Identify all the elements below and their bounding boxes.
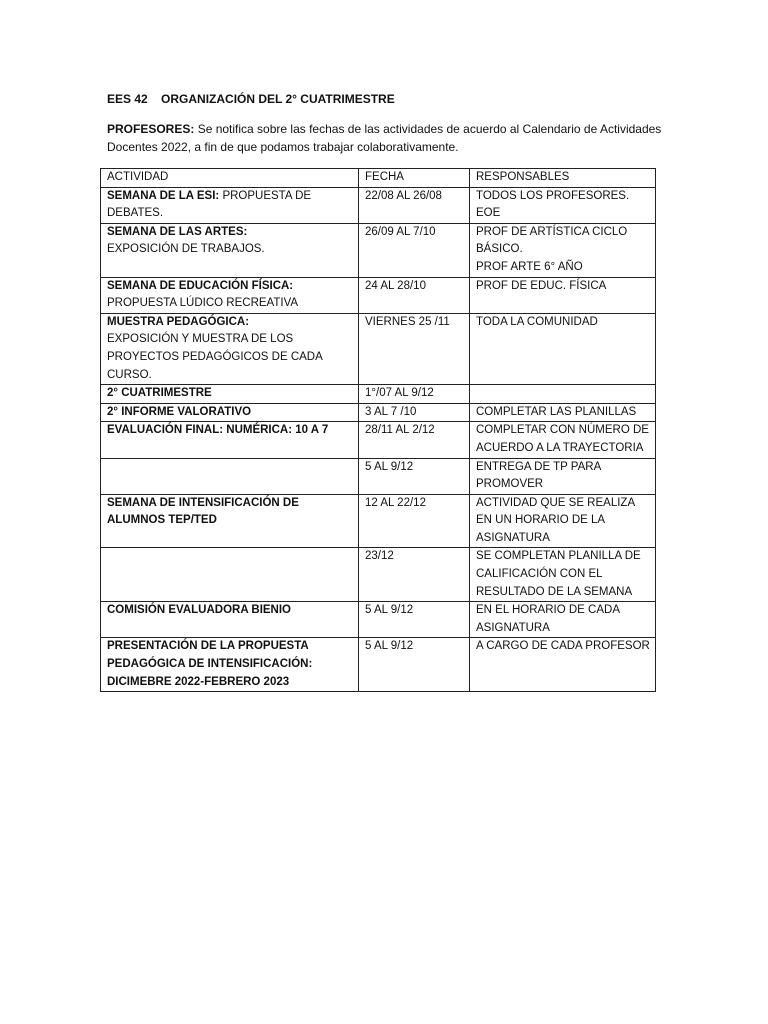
cell-actividad xyxy=(101,277,359,313)
cell-responsables: PROF DE EDUC. FÍSICA xyxy=(470,277,656,313)
responsible-line: PROF DE ARTÍSTICA CICLO BÁSICO. xyxy=(476,225,628,256)
table-row xyxy=(101,313,656,384)
cell-actividad: COMISIÓN EVALUADORA BIENIO xyxy=(101,602,359,638)
cell-responsables xyxy=(470,223,656,277)
activity-detail: EXPOSICIÓN DE TRABAJOS. xyxy=(107,243,265,256)
cell-actividad xyxy=(101,223,359,277)
cell-fecha: 3 AL 7 /10 xyxy=(359,403,470,422)
cell-responsables: ENTREGA DE TP PARA PROMOVER xyxy=(470,458,656,494)
cell-actividad xyxy=(101,187,359,223)
table-row xyxy=(101,458,656,494)
cell-fecha: 28/11 AL 2/12 xyxy=(359,422,470,458)
cell-fecha: 5 AL 9/12 xyxy=(359,458,470,494)
cell-responsables: SE COMPLETAN PLANILLA DE CALIFICACIÓN CON EL RESULTADO DE LA SEMANA xyxy=(470,548,656,602)
table-row xyxy=(101,494,656,548)
cell-fecha: VIERNES 25 /11 xyxy=(359,313,470,384)
table-row xyxy=(101,277,656,313)
intro-lead: PROFESORES: xyxy=(107,122,195,136)
cell-actividad xyxy=(101,422,359,458)
cell-actividad xyxy=(101,313,359,384)
table-row xyxy=(101,602,656,638)
table-row xyxy=(101,548,656,602)
cell-responsables: COMPLETAR LAS PLANILLAS xyxy=(470,403,656,422)
header-responsables: RESPONSABLES xyxy=(470,169,656,188)
activities-table xyxy=(100,168,656,692)
header-actividad: ACTIVIDAD xyxy=(101,169,359,188)
table-row xyxy=(101,638,656,692)
table-row xyxy=(101,223,656,277)
header-fecha: FECHA xyxy=(359,169,470,188)
cell-responsables: ACTIVIDAD QUE SE REALIZA EN UN HORARIO DE LA ASIGNATURA xyxy=(470,494,656,548)
activity-title: MUESTRA PEDAGÓGICA: xyxy=(107,315,250,328)
intro-paragraph xyxy=(107,120,667,156)
responsible-line: TODOS LOS PROFESORES. xyxy=(476,189,630,202)
cell-responsables: COMPLETAR CON NÚMERO DE ACUERDO A LA TRAYECTORIA xyxy=(470,422,656,458)
cell-fecha: 23/12 xyxy=(359,548,470,602)
cell-fecha: 5 AL 9/12 xyxy=(359,638,470,692)
activity-detail: PROPUESTA DE DEBATES. xyxy=(107,189,312,220)
table-row xyxy=(101,422,656,458)
cell-actividad: 2° CUATRIMESTRE xyxy=(101,385,359,404)
activity-title: SEMANA DE LA ESI: xyxy=(107,189,220,202)
cell-actividad: PRESENTACIÓN DE LA PROPUESTA PEDAGÓGICA DE INTENSIFICACIÓN: DICIMEBRE 2022-FEBRERO 2023 xyxy=(101,638,359,692)
cell-actividad: 2° INFORME VALORATIVO xyxy=(101,403,359,422)
responsible-line: EOE xyxy=(476,207,501,220)
cell-fecha: 26/09 AL 7/10 xyxy=(359,223,470,277)
activity-detail: PROPUESTA LÚDICO RECREATIVA xyxy=(107,297,299,310)
cell-fecha: 5 AL 9/12 xyxy=(359,602,470,638)
activity-title: SEMANA DE LAS ARTES: xyxy=(107,225,248,238)
table-row xyxy=(101,403,656,422)
cell-responsables: TODA LA COMUNIDAD xyxy=(470,313,656,384)
cell-responsables: A CARGO DE CADA PROFESOR xyxy=(470,638,656,692)
activity-detail: EXPOSICIÓN Y MUESTRA DE LOS PROYECTOS PEDAGÓGICOS DE CADA CURSO. xyxy=(107,333,323,381)
cell-fecha: 12 AL 22/12 xyxy=(359,494,470,548)
intro-text: Se notifica sobre las fechas de las actividades de acuerdo al Calendario de Actividades Docentes 2022, a fin de que podamos trabajar colaborativamente. xyxy=(107,122,662,154)
responsible-line: PROF ARTE 6° AÑO xyxy=(476,260,583,273)
cell-actividad xyxy=(101,548,359,602)
table-row xyxy=(101,385,656,404)
document-title: EES 42 ORGANIZACIÓN DEL 2° CUATRIMESTRE xyxy=(107,92,395,106)
activity-detail: NUMÉRICA: 10 A 7 xyxy=(223,424,329,437)
cell-fecha: 1°/07 AL 9/12 xyxy=(359,385,470,404)
table-row xyxy=(101,187,656,223)
cell-actividad xyxy=(101,458,359,494)
table-header-row xyxy=(101,169,656,188)
activity-title: EVALUACIÓN FINAL: xyxy=(107,424,224,437)
activity-title: SEMANA DE EDUCACIÓN FÍSICA: xyxy=(107,279,294,292)
cell-actividad: SEMANA DE INTENSIFICACIÓN DE ALUMNOS TEP/TED xyxy=(101,494,359,548)
cell-fecha: 24 AL 28/10 xyxy=(359,277,470,313)
cell-responsables xyxy=(470,187,656,223)
cell-responsables xyxy=(470,385,656,404)
cell-fecha: 22/08 AL 26/08 xyxy=(359,187,470,223)
cell-responsables: EN EL HORARIO DE CADA ASIGNATURA xyxy=(470,602,656,638)
